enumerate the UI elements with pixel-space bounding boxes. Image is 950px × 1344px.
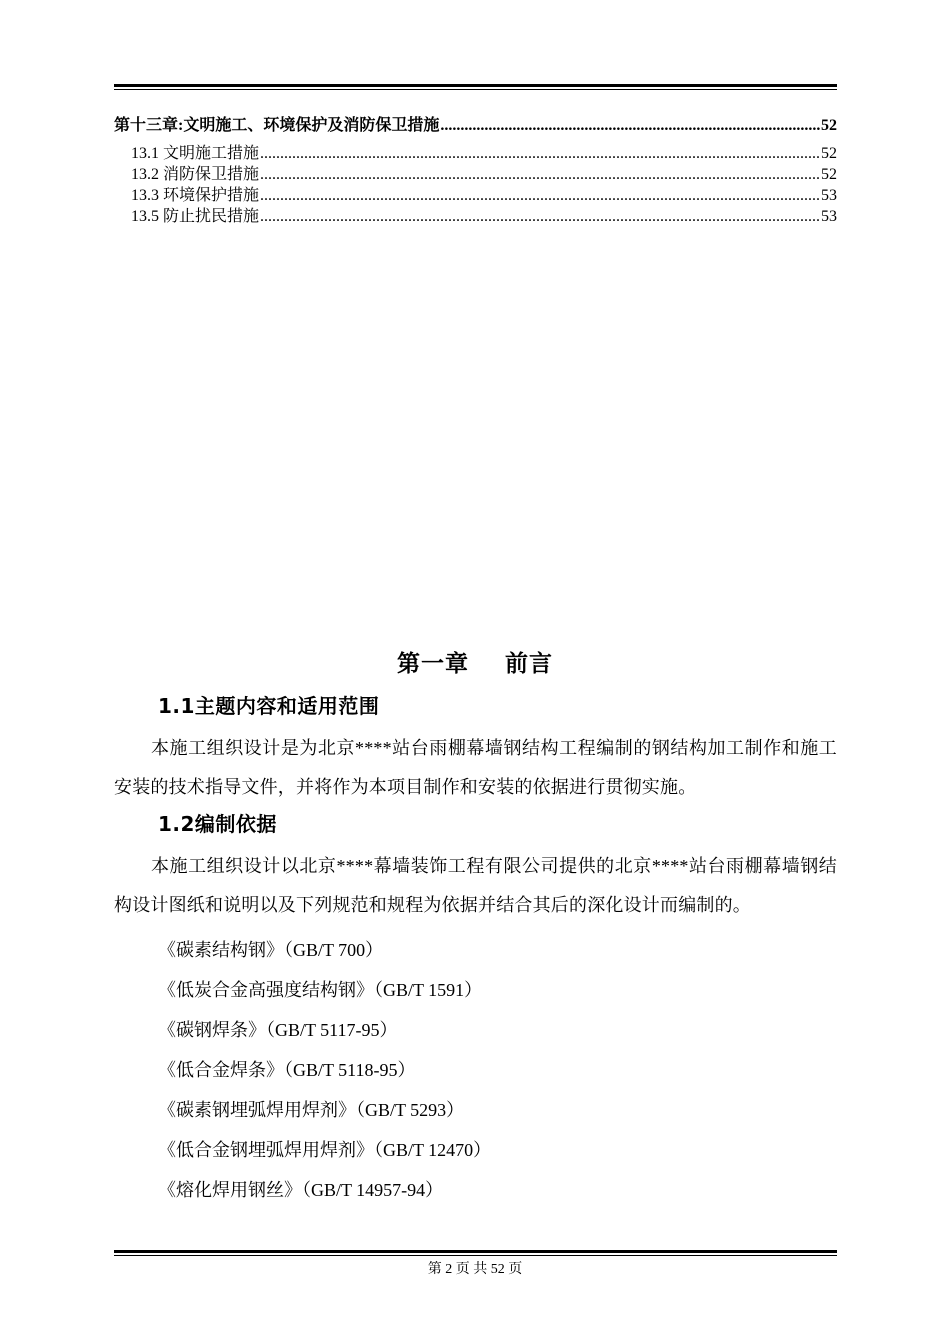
standard-reference: 《低合金钢埋弧焊用焊剂》（GB/T 12470） — [158, 1140, 492, 1160]
toc-entry-title: 13.5 防止扰民措施 — [131, 208, 260, 225]
section-paragraph: 本施工组织设计是为北京****站台雨棚幕墙钢结构工程编制的钢结构加工制作和施工安装的技术指导文件，并将作为本项目制作和安装的依据进行贯彻实施。 — [114, 738, 837, 797]
standard-reference: 《熔化焊用钢丝》（GB/T 14957-94） — [158, 1180, 444, 1200]
section-paragraph: 本施工组织设计以北京****幕墙装饰工程有限公司提供的北京****站台雨棚幕墙钢结构设计图纸和说明以及下列规范和规程为依据并结合其后的深化设计而编制的。 — [114, 856, 837, 915]
toc-leader-dots — [440, 115, 820, 137]
toc-entry-title: 13.2 消防保卫措施 — [131, 166, 260, 183]
standard-reference: 《低合金焊条》（GB/T 5118-95） — [158, 1060, 416, 1080]
toc-leader-dots — [260, 164, 820, 185]
header-rule — [114, 84, 837, 90]
table-of-contents — [114, 115, 837, 227]
toc-entry-page: 53 — [821, 208, 837, 225]
toc-leader-dots — [260, 185, 820, 206]
page-number-footer: 第 2 页 共 52 页 — [427, 1262, 523, 1277]
toc-entry[interactable] — [114, 143, 837, 164]
toc-chapter-entry[interactable] — [114, 115, 837, 137]
footer-rule — [114, 1250, 837, 1256]
standard-reference: 《碳素结构钢》（GB/T 700） — [158, 940, 384, 960]
toc-entry-title: 13.1 文明施工措施 — [131, 145, 260, 162]
standard-reference: 《碳钢焊条》（GB/T 5117-95） — [158, 1020, 398, 1040]
section-heading: 1.2编制依据 — [158, 812, 277, 836]
toc-entry-page: 52 — [821, 166, 837, 183]
toc-entry-title: 13.3 环境保护措施 — [131, 187, 260, 204]
chapter-title: 第一章 前言 — [396, 651, 554, 677]
toc-entry-page: 53 — [821, 187, 837, 204]
standard-reference: 《碳素钢埋弧焊用焊剂》（GB/T 5293） — [158, 1100, 465, 1120]
toc-leader-dots — [260, 206, 820, 227]
toc-leader-dots — [260, 143, 820, 164]
toc-entry[interactable] — [114, 206, 837, 227]
toc-entry[interactable] — [114, 185, 837, 206]
toc-chapter-page: 52 — [821, 117, 837, 134]
standard-reference: 《低炭合金高强度结构钢》（GB/T 1591） — [158, 980, 483, 1000]
toc-entry[interactable] — [114, 164, 837, 185]
section-heading: 1.1主题内容和适用范围 — [158, 694, 380, 718]
toc-chapter-title: 第十三章:文明施工、环境保护及消防保卫措施 — [114, 117, 440, 134]
toc-entry-page: 52 — [821, 145, 837, 162]
